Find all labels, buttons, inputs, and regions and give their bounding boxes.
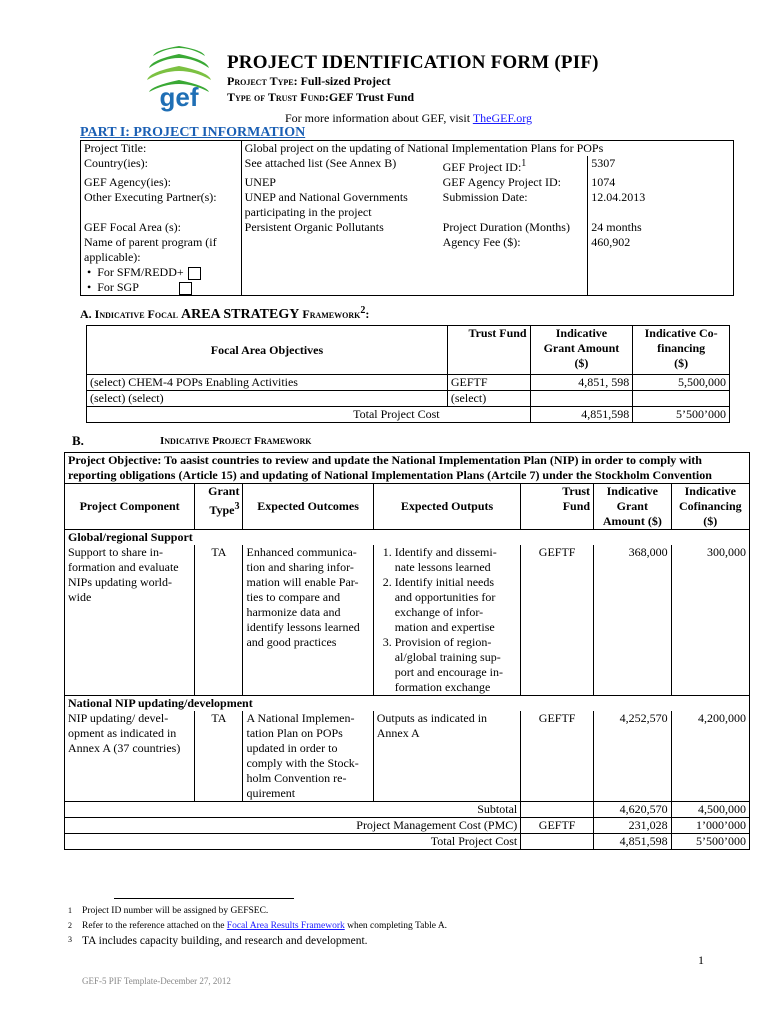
part1-heading: PART I: PROJECT INFORMATION: [80, 125, 306, 140]
pmc-fund: GEFTF: [521, 818, 594, 834]
pmc-cofin: 1’000’000: [671, 818, 749, 834]
outcomes-cell: Enhanced communica- tion and sharing infor- mation will enable Par- ties to compare and harmonize data and identify lessons learned and good practices: [243, 545, 373, 696]
results-framework-link[interactable]: Focal Area Results Framework: [226, 921, 345, 931]
gef-website-link[interactable]: TheGEF.org: [472, 111, 532, 125]
focal-area-label: GEF Focal Area (s):: [81, 220, 242, 235]
project-objective: Project Objective: To aasist countries to review and update the National Implementation Plan (NIP) in order to comply with reporting obligations (Article 15) and updating of National Implementation Plans (Artcile 7) under the Stockholm Convention: [65, 453, 750, 484]
outcomes-header: Expected Outcomes: [243, 484, 373, 530]
gef-project-id-label: GEF Project ID:$^1$: [440, 156, 588, 175]
duration-value: 24 months: [591, 220, 642, 234]
trust-fund-type: Type of Trust Fund:GEF Trust Fund: [227, 90, 415, 104]
grant-type: TA: [195, 545, 243, 696]
cofin-header: Indicative Cofinancing ($): [671, 484, 749, 530]
objectives-header: Focal Area Objectives: [87, 326, 448, 375]
countries-label: Country(ies):: [81, 156, 242, 175]
table-row: [65, 545, 750, 696]
agency-project-id-value: 1074: [591, 175, 616, 189]
sfm-option: • For SFM/REDD+: [84, 265, 238, 280]
focal-area-value: Persistent Organic Pollutants: [244, 220, 384, 234]
duration-label: Project Duration (Months): [440, 220, 588, 235]
sgp-checkbox[interactable]: [179, 282, 192, 295]
logo-text: gef: [159, 82, 199, 112]
trust-fund-header: Trust Fund: [447, 326, 530, 375]
other-partners-value: UNEP and National Governments participating in the project: [244, 190, 408, 219]
agency-fee-label: Agency Fee ($):: [440, 235, 588, 296]
total-cofin: 5’500’000: [671, 834, 749, 850]
submission-date-value: 12.04.2013: [591, 190, 646, 204]
subtotal-grant: 4,620,570: [594, 802, 672, 818]
total-label: Total Project Cost: [65, 834, 521, 850]
total-label: Total Project Cost: [87, 407, 531, 423]
cofin-value: 5,500,000: [633, 375, 730, 391]
total-grant: 4,851,598: [530, 407, 633, 423]
sfm-checkbox[interactable]: [188, 267, 201, 280]
section-b-title: Indicative Project Framework: [160, 435, 312, 447]
project-framework-table: [64, 452, 750, 850]
grant-value: 4,851, 598: [530, 375, 633, 391]
project-info-table: [80, 140, 734, 296]
grant-value: [530, 391, 633, 407]
outputs-header: Expected Outputs: [373, 484, 521, 530]
output-item: 2. Identify initial needs and opportunities for exchange of infor- mation and expertise: [395, 575, 518, 635]
footnote-1: 1 Project ID number will be assigned by GEFSEC.: [68, 906, 269, 916]
grant-type-header: Grant Type$^3$: [195, 484, 243, 530]
outcomes-cell: A National Implemen- tation Plan on POPs updated in order to comply with the Stock- holm Convention re- quirement: [243, 711, 373, 802]
table-row: [87, 391, 730, 407]
total-cofin: 5’500’000: [633, 407, 730, 423]
fund-select[interactable]: (select): [447, 391, 530, 407]
submission-date-label: Submission Date:: [440, 190, 588, 220]
gef-project-id-value: 5307: [591, 156, 616, 170]
pmc-grant: 231,028: [594, 818, 672, 834]
agency-project-id-label: GEF Agency Project ID:: [440, 175, 588, 190]
project-type: Project Type: Full-sized Project: [227, 74, 391, 88]
grant-header: Indicative Grant Amount ($): [530, 326, 633, 375]
group-title: Global/regional Support: [65, 530, 750, 546]
project-title-label: Project Title:: [81, 141, 242, 157]
grant-value: 368,000: [594, 545, 672, 696]
footnote-3: 3 TA includes capacity building, and research and development.: [68, 935, 368, 947]
focal-area-table: [86, 325, 730, 423]
cofin-header: Indicative Co- financing ($): [633, 326, 730, 375]
objective-select[interactable]: (select) (select): [87, 391, 448, 407]
footnote-divider: [114, 898, 294, 899]
more-info: For more information about GEF, visit TheGEF.org: [285, 111, 532, 125]
outputs-cell: [373, 545, 521, 696]
subtotal-label: Subtotal: [65, 802, 521, 818]
grant-type: TA: [195, 711, 243, 802]
outputs-cell: Outputs as indicated in Annex A: [373, 711, 521, 802]
pmc-label: Project Management Cost (PMC): [65, 818, 521, 834]
gef-agency-label: GEF Agency(ies):: [81, 175, 242, 190]
fund-value: GEFTF: [521, 711, 594, 802]
cofin-value: 4,200,000: [671, 711, 749, 802]
component-cell: NIP updating/ devel- opment as indicated in Annex A (37 countries): [65, 711, 195, 802]
agency-fee-value: 460,902: [591, 235, 631, 249]
objective-select[interactable]: (select) CHEM-4 POPs Enabling Activities: [87, 375, 448, 391]
gef-logo: [143, 42, 215, 114]
page-footer: GEF-5 PIF Template-December 27, 2012: [82, 976, 231, 986]
group-title: National NIP updating/development: [65, 696, 750, 712]
section-a-heading: A. Indicative Focal AREA STRATEGY Framework$^2$:: [80, 305, 370, 322]
cofin-value: 300,000: [671, 545, 749, 696]
component-cell: Support to share in- formation and evaluate NIPs updating world- wide: [65, 545, 195, 696]
table-row: [65, 711, 750, 802]
subtotal-cofin: 4,500,000: [671, 802, 749, 818]
component-header: Project Component: [65, 484, 195, 530]
countries-value: See attached list (See Annex B): [244, 156, 397, 170]
output-item: 1. Identify and dissemi- nate lessons learned: [395, 545, 518, 575]
output-item: 3. Provision of region- al/global training sup- port and encourage in- formation exchange: [395, 635, 518, 695]
footnote-2: 2 Refer to the reference attached on the Focal Area Results Framework when completing Table A.: [68, 921, 448, 931]
form-title: PROJECT IDENTIFICATION FORM (PIF): [227, 52, 599, 73]
other-partners-label: Other Executing Partner(s):: [81, 190, 242, 220]
grant-value: 4,252,570: [594, 711, 672, 802]
parent-program-label: Name of parent program (if applicable): • For SFM/REDD+ • For SGP: [81, 235, 242, 296]
fund-select[interactable]: GEFTF: [447, 375, 530, 391]
table-row: [87, 375, 730, 391]
grant-header: Indicative Grant Amount ($): [594, 484, 672, 530]
fund-value: GEFTF: [521, 545, 594, 696]
gef-agency-value: UNEP: [244, 175, 276, 189]
cofin-value: [633, 391, 730, 407]
trust-fund-header: Trust Fund: [521, 484, 594, 530]
section-b-letter: B.: [72, 433, 84, 448]
project-title-value: Global project on the updating of National Implementation Plans for POPs: [244, 141, 604, 155]
sgp-option: • For SGP: [84, 280, 238, 295]
page-number: 1: [698, 953, 704, 967]
total-grant: 4,851,598: [594, 834, 672, 850]
